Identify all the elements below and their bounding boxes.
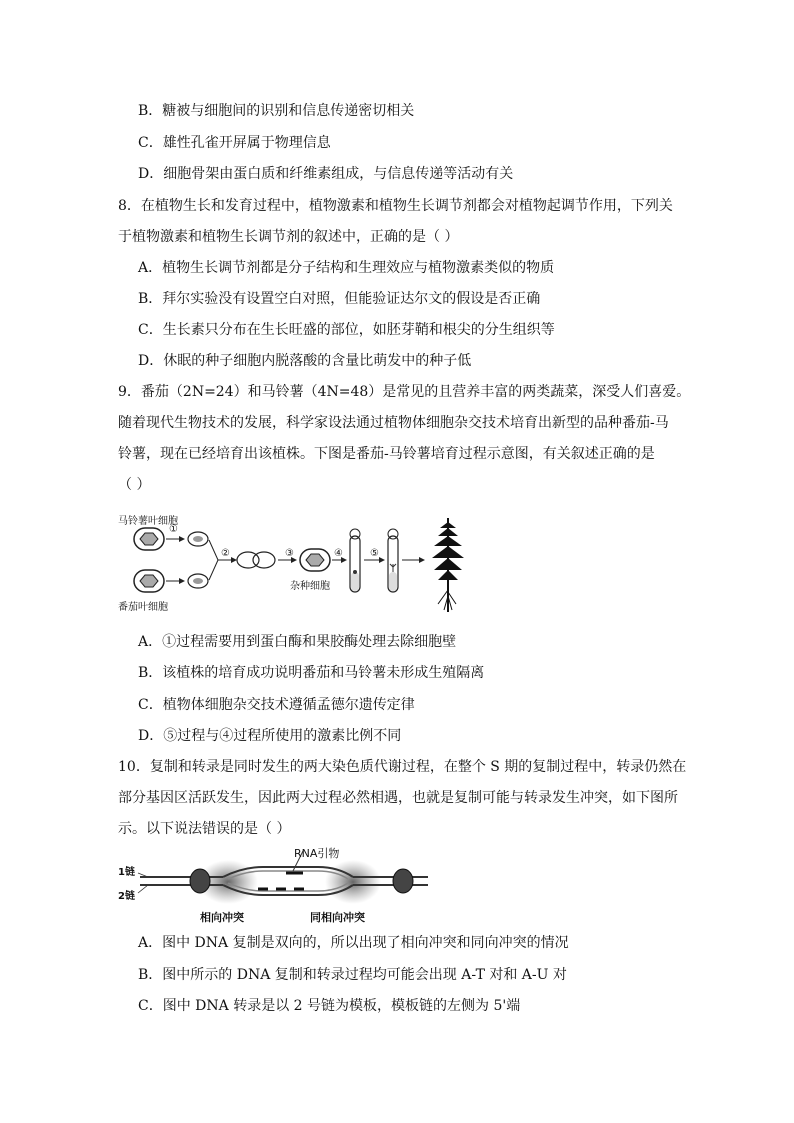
replication-transcription-diagram xyxy=(118,845,433,925)
label-step-5: ⑤ xyxy=(370,548,379,559)
q9-option-a: A．①过程需要用到蛋白酶和果胶酶处理去除细胞壁 xyxy=(138,634,457,650)
label-tomato-leaf-cell: 番茄叶细胞 xyxy=(118,602,168,613)
q9-stem-line2: 随着现代生物技术的发展，科学家设法通过植物体细胞杂交技术培育出新型的品种番茄-马 xyxy=(118,415,669,431)
label-head-on-conflict: 相向冲突 xyxy=(200,911,244,924)
q10-option-a: A．图中 DNA 复制是双向的，所以出现了相向冲突和同向冲突的情况 xyxy=(138,935,569,951)
rna-polymerase-left-icon xyxy=(190,869,210,893)
q9-stem-line4: （ ） xyxy=(118,477,151,493)
hybrid-plant-icon xyxy=(432,518,464,612)
rna-polymerase-right-icon xyxy=(393,869,413,893)
q7-option-c: C．雄性孔雀开屏属于物理信息 xyxy=(138,135,331,151)
potato-cell-icon xyxy=(134,528,164,550)
q9-figure xyxy=(118,510,478,615)
q8-option-a: A．植物生长调节剂都是分子结构和生理效应与植物激素类似的物质 xyxy=(138,260,555,276)
tomato-cell-icon xyxy=(134,570,164,592)
label-chain-1: 1链 xyxy=(118,867,135,878)
label-step-1: ① xyxy=(169,524,178,535)
q9-stem-line3: 铃薯，现在已经培育出该植株。下图是番茄-马铃薯培育过程示意图，有关叙述正确的是 xyxy=(118,446,655,462)
q9-stem-line1: 9．番茄（2N=24）和马铃薯（4N=48）是常见的且营养丰富的两类蔬菜，深受人们喜爱。 xyxy=(118,384,691,400)
q10-option-b: B．图中所示的 DNA 复制和转录过程均可能会出现 A-T 对和 A-U 对 xyxy=(138,967,567,983)
q8-option-b: B．拜尔实验没有设置空白对照，但能验证达尔文的假设是否正确 xyxy=(138,291,541,307)
hybrid-cell-icon xyxy=(300,549,330,571)
q9-option-b: B．该植株的培育成功说明番茄和马铃薯未形成生殖隔离 xyxy=(138,665,485,681)
q8-stem-line2: 于植物激素和植物生长调节剂的叙述中，正确的是（ ） xyxy=(118,229,459,245)
test-tube-seedling-icon xyxy=(388,529,398,592)
q8-option-d: D．休眠的种子细胞内脱落酸的含量比萌发中的种子低 xyxy=(138,353,472,369)
label-chain-2: 2链 xyxy=(118,891,135,902)
q10-option-c: C．图中 DNA 转录是以 2 号链为模板，模板链的左侧为 5'端 xyxy=(138,998,521,1014)
q8-option-c: C．生长素只分布在生长旺盛的部位，如胚芽鞘和根尖的分生组织等 xyxy=(138,322,555,338)
q8-stem-line1: 8．在植物生长和发育过程中，植物激素和植物生长调节剂都会对植物起调节作用，下列关 xyxy=(118,198,673,214)
fusion-process-diagram xyxy=(118,510,478,615)
q7-option-b: B．糖被与细胞间的识别和信息传递密切相关 xyxy=(138,103,415,119)
label-rna-primer: RNA引物 xyxy=(294,847,340,860)
label-co-directional-conflict: 同相向冲突 xyxy=(310,911,365,924)
q10-stem-line2: 部分基因区活跃发生，因此两大过程必然相遇，也就是复制可能与转录发生冲突，如下图所 xyxy=(118,790,678,806)
label-step-2: ② xyxy=(221,548,230,559)
q10-figure xyxy=(118,845,433,925)
test-tube-callus-icon xyxy=(350,529,360,592)
label-step-3: ③ xyxy=(285,548,294,559)
q9-option-c: C．植物体细胞杂交技术遵循孟德尔遗传定律 xyxy=(138,697,415,713)
q10-stem-line1: 10．复制和转录是同时发生的两大染色质代谢过程，在整个 S 期的复制过程中，转录仍然在 xyxy=(118,759,687,775)
q10-stem-line3: 示。以下说法错误的是（ ） xyxy=(118,821,291,837)
fusing-protoplasts-icon xyxy=(237,552,275,568)
label-potato-leaf-cell: 马铃薯叶细胞 xyxy=(118,516,178,527)
label-hybrid-cell: 杂种细胞 xyxy=(290,581,330,592)
q9-option-d: D．⑤过程与④过程所使用的激素比例不同 xyxy=(138,728,402,744)
label-step-4: ④ xyxy=(334,548,343,559)
q7-option-d: D．细胞骨架由蛋白质和纤维素组成，与信息传递等活动有关 xyxy=(138,166,514,182)
